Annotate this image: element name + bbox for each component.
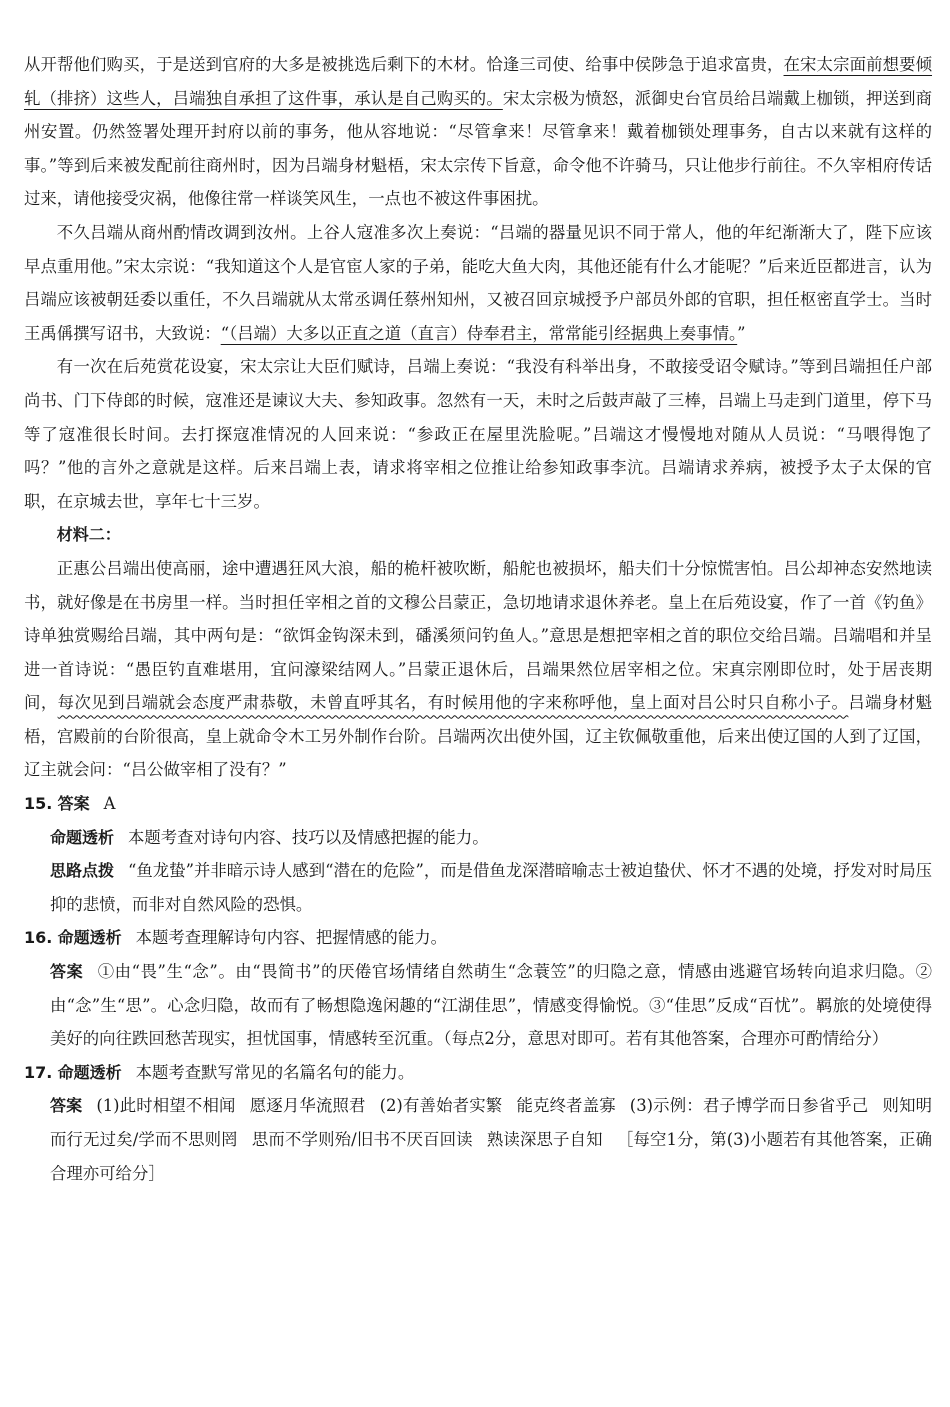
question-15-analysis: 命题透析 本题考查对诗句内容、技巧以及情感把握的能力。 <box>50 827 489 847</box>
question-number: 15. <box>24 794 53 814</box>
passage-paragraph-1: 从开帮他们购买，于是送到官府的大多是被挑选后剩下的木材。恰逢三司使、给事中侯陟急于追求富贵，在宋太宗面前想要倾轧（排挤）这些人，吕端独自承担了这件事，承认是自己购买的。宋太宗极为愤怒，派御史台官员给吕端戴上枷锁，押送到商州安置。仍然签署处理开封府以前的事务，他从容地说：“尽管拿来！尽管拿来！戴着枷锁处理事务，自古以来就有这样的事。”等到后来被发配前往商州时，因为吕端身材魁梧，宋太宗传下旨意，命令他不许骑马，只让他步行前往。不久宰相府传话过来，请他接受灾祸，他像往常一样谈笑风生，一点也不被这件事困扰。 <box>24 55 933 209</box>
passage-paragraph-4: 正惠公吕端出使高丽，途中遭遇狂风大浪，船的桅杆被吹断，船舵也被损坏，船夫们十分惊慌害怕。吕公却神态安然地读书，就好像是在书房里一样。当时担任宰相之首的文穆公吕蒙正，急切地请求退休养老。皇上在后苑设宴，作了一首《钓鱼》诗单独赏赐给吕端，其中两句是：“欲饵金钩深未到，磻溪须问钓鱼人。”意思是想把宰相之首的职位交给吕端。吕端唱和并呈进一首诗说：“愚臣钓直难堪用，宜问濠梁结网人。”吕蒙正退休后，吕端果然位居宰相之位。宋真宗刚即位时，处于居丧期间，每次见到吕端就会态度严肃恭敬，未曾直呼其名，有时候用他的字来称呼他，皇上面对吕公时只自称小子。吕端身材魁梧，宫殿前的台阶很高，皇上就命令木工另外制作台阶。吕端两次出使外国，辽主钦佩敬重他，后来出使辽国的人到了辽国，辽主就会问：“吕公做宰相了没有？” <box>24 558 933 780</box>
wavy-underlined-sentence: 每次见到吕端就会态度严肃恭敬，未曾直呼其名，有时候用他的字来称呼他，皇上面对吕公时只自称小子。 <box>57 693 849 713</box>
underlined-sentence-2: “（吕端）大多以正直之道（直言）侍奉君主，常常能引经据典上奏事情。 <box>220 323 738 343</box>
question-number: 16. <box>24 928 53 948</box>
question-number: 17. <box>24 1062 53 1082</box>
passage-paragraph-3: 有一次在后苑赏花设宴，宋太宗让大臣们赋诗，吕端上奏说：“我没有科举出身，不敢接受诏令赋诗。”等到吕端担任户部尚书、门下侍郎的时候，寇准还是谏议大夫、参知政事。忽然有一天，未时之后鼓声敲了三棒，吕端上马走到门道里，停下马等了寇准很长时间。去打探寇准情况的人回来说：“参政正在屋里洗脸呢。”吕端这才慢慢地对随从人员说：“马喂得饱了吗？”他的言外之意就是这样。后来吕端上表，请求将宰相之位推让给参知政事李沆。吕端请求养病，被授予太子太保的官职，在京城去世，享年七十三岁。 <box>24 357 932 511</box>
question-17-answer: 答案 (1)此时相望不相闻 愿逐月华流照君 (2)有善始者实繁 能克终者盖寡 (3)示例：君子博学而日参省乎己 则知明而行无过矣/学而不思则罔 思而不学则殆/旧书不厌百回读 熟读深思子自知 ［每空1分，第(3)小题若有其他答案，正确合理亦可给分］ <box>50 1096 933 1183</box>
material-2-heading: 材料二： <box>56 525 121 545</box>
question-15-answer: 15. 答案 A <box>24 794 116 814</box>
question-16-answer: 答案 ①由“畏”生“念”。由“畏简书”的厌倦官场情绪自然萌生“念蓑笠”的归隐之意，情感由逃避官场转向追求归隐。②由“念”生“思”。心念归隐，故而有了畅想隐逸闲趣的“江湖佳思”，情感变得愉悦。③“佳思”反成“百忧”。羁旅的处境使得美好的向往跌回愁苦现实，担忧国事，情感转至沉重。（每点2分，意思对即可。若有其他答案，合理亦可酌情给分） <box>50 962 932 1049</box>
document-page <box>24 48 932 1190</box>
underlined-sentence-1: 在宋太宗面前想要倾轧（排挤）这些人，吕端独自承担了这件事，承认是自己购买的。 <box>24 55 933 108</box>
question-15-hint: 思路点拨 “鱼龙蛰”并非暗示诗人感到“潜在的危险”，而是借鱼龙深潜暗喻志士被迫蛰伏、怀才不遇的处境，抒发对时局压抑的悲愤，而非对自然风险的恐惧。 <box>50 861 932 914</box>
question-17-analysis: 17. 命题透析 本题考查默写常见的名篇名句的能力。 <box>24 1062 415 1082</box>
question-16-analysis: 16. 命题透析 本题考查理解诗句内容、把握情感的能力。 <box>24 928 447 948</box>
passage-paragraph-2: 不久吕端从商州酌情改调到汝州。上谷人寇准多次上奏说：“吕端的器量见识不同于常人，他的年纪渐渐大了，陛下应该早点重用他。”宋太宗说：“我知道这个人是官宦人家的子弟，能吃大鱼大肉，其他还能有什么才能呢？”后来近臣都进言，认为吕端应该被朝廷委以重任，不久吕端就从太常丞调任蔡州知州，又被召回京城授予户部员外郎的官职，担任枢密直学士。当时王禹偁撰写诏书，大致说：“（吕端）大多以正直之道（直言）侍奉君主，常常能引经据典上奏事情。” <box>24 222 932 343</box>
